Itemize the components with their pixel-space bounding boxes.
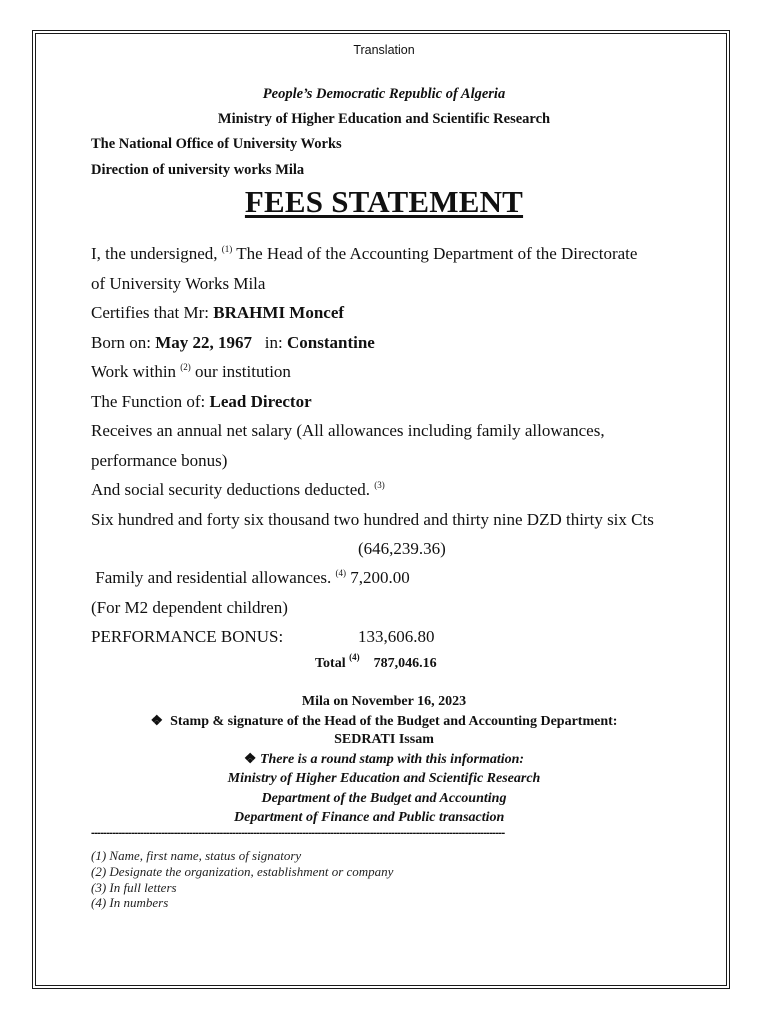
bonus-label: PERFORMANCE BONUS: — [91, 627, 284, 646]
footnote-4: (4) In numbers — [91, 895, 169, 910]
footnote-ref-4b: (4) — [349, 652, 360, 662]
footnote-ref-1: (1) — [221, 244, 233, 254]
translation-label: Translation — [353, 43, 415, 57]
birth-date: May 22, 1967 — [155, 333, 253, 352]
diamond-bullet-icon: ❖ — [243, 752, 257, 767]
republic-heading: People’s Democratic Republic of Algeria — [262, 86, 506, 102]
footnote-ref-3: (3) — [374, 480, 385, 490]
direction-heading: Direction of university works Mila — [91, 162, 305, 178]
footnote-2: (2) Designate the organization, establishment or company — [91, 864, 394, 879]
employee-name: BRAHMI Moncef — [213, 303, 345, 322]
work-line: Work within $^{(2)}$ our institution — [91, 362, 291, 381]
total-line: Total $^{(4)}$ 787,046.16 — [315, 652, 437, 671]
document-title: FEES STATEMENT — [244, 184, 524, 219]
deductions-line: And social security deductions deducted. $^{(3)}$ — [91, 480, 385, 499]
stamp-ministry: Ministry of Higher Education and Scientific Research — [227, 771, 541, 786]
signatory-name: SEDRATI Issam — [334, 732, 434, 747]
birth-place: Constantine — [286, 333, 375, 352]
dependents-line: (For M2 dependent children) — [91, 598, 288, 617]
total-value: 787,046.16 — [373, 656, 437, 671]
footnote-ref-2: (2) — [180, 362, 191, 372]
family-allowance-value: 7,200.00 — [346, 568, 410, 587]
place-date: Mila on November 16, 2023 — [301, 694, 467, 709]
certifies-line: Certifies that Mr: BRAHMI Moncef — [91, 303, 345, 322]
stamp-finance: Department of Finance and Public transaction — [234, 810, 505, 825]
salary-line-2: performance bonus) — [91, 451, 228, 470]
amount-in-words: Six hundred and forty six thousand two hundred and thirty nine DZD thirty six Cts — [91, 510, 654, 529]
stamp-signature-line: ❖ Stamp & signature of the Head of the Budget and Accounting Department: — [150, 714, 618, 729]
diamond-bullet-icon: ❖ — [150, 714, 164, 729]
footnote-ref-4: (4) — [335, 568, 347, 578]
amount-in-numbers: (646,239.36) — [358, 539, 446, 558]
undersigned-line: I, the undersigned, $^{(1)}$ The Head of the Accounting Department of the Directorate — [91, 244, 638, 263]
bonus-value: 133,606.80 — [358, 627, 435, 646]
salary-line-1: Receives an annual net salary (All allowances including family allowances, — [91, 421, 605, 440]
birth-line: Born on: May 22, 1967 in: Constantine — [91, 333, 375, 352]
ministry-heading: Ministry of Higher Education and Scientific Research — [217, 111, 551, 127]
function-line: The Function of: Lead Director — [91, 392, 312, 411]
directorate-line: of University Works Mila — [91, 274, 266, 293]
office-heading: The National Office of University Works — [91, 136, 342, 152]
separator-line: --------------------------------------------------------------------------------------------------------------------------------------- — [91, 827, 505, 839]
family-allowance-line: Family and residential allowances. $^{(4)}$ 7,200.00 — [91, 568, 410, 587]
function-value: Lead Director — [209, 392, 312, 411]
stamp-department: Department of the Budget and Accounting — [261, 791, 507, 806]
footnote-3: (3) In full letters — [91, 880, 177, 895]
round-stamp-line: ❖ There is a round stamp with this information: — [243, 752, 525, 767]
footnote-1: (1) Name, first name, status of signatory — [91, 848, 302, 863]
